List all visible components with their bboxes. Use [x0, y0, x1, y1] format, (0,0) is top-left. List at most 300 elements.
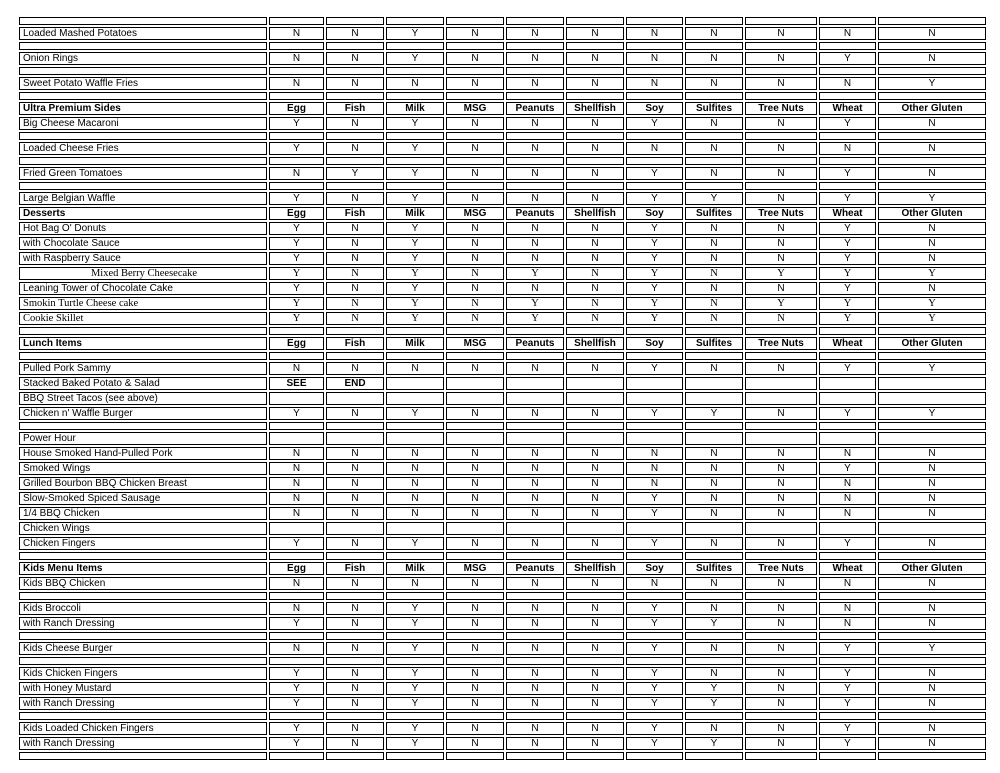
allergen-cell: Y	[626, 737, 683, 750]
allergen-cell	[386, 377, 444, 390]
allergen-cell: N	[446, 447, 504, 460]
allergen-cell	[506, 132, 564, 140]
allergen-cell: N	[566, 537, 624, 550]
table-row	[19, 507, 986, 520]
column-header: Shellfish	[566, 102, 624, 115]
allergen-cell	[446, 592, 504, 600]
allergen-cell: N	[566, 222, 624, 235]
allergen-cell	[446, 752, 504, 760]
allergen-cell: Y	[626, 697, 683, 710]
item-label	[19, 657, 267, 665]
allergen-cell: N	[685, 667, 743, 680]
allergen-cell	[878, 67, 986, 75]
allergen-cell	[566, 157, 624, 165]
allergen-cell: N	[446, 52, 504, 65]
allergen-cell: N	[878, 252, 986, 265]
allergen-cell: N	[566, 577, 624, 590]
allergen-cell	[446, 392, 504, 405]
allergen-cell	[626, 42, 683, 50]
allergen-cell: N	[566, 362, 624, 375]
allergen-cell	[685, 712, 743, 720]
allergen-cell	[745, 67, 817, 75]
table-row	[19, 617, 986, 630]
spacer-row	[19, 422, 986, 430]
allergen-cell	[506, 712, 564, 720]
allergen-cell: N	[745, 667, 817, 680]
item-label: Hot Bag O' Donuts	[19, 222, 267, 235]
allergen-cell: N	[446, 267, 504, 280]
allergen-cell: Y	[386, 682, 444, 695]
allergen-cell	[269, 17, 324, 25]
allergen-cell: N	[506, 462, 564, 475]
allergen-cell: N	[626, 477, 683, 490]
allergen-cell	[506, 422, 564, 430]
allergen-cell: N	[446, 617, 504, 630]
item-label: Kids Broccoli	[19, 602, 267, 615]
allergen-cell: Y	[626, 667, 683, 680]
allergen-cell: N	[819, 447, 876, 460]
allergen-cell: N	[269, 77, 324, 90]
allergen-cell	[819, 422, 876, 430]
allergen-cell	[566, 182, 624, 190]
allergen-cell	[566, 712, 624, 720]
table-row	[19, 77, 986, 90]
allergen-cell: N	[506, 52, 564, 65]
table-row	[19, 477, 986, 490]
column-header: Peanuts	[506, 562, 564, 575]
allergen-cell	[566, 657, 624, 665]
section-title: Desserts	[19, 207, 267, 220]
allergen-cell: N	[506, 697, 564, 710]
allergen-cell	[626, 352, 683, 360]
allergen-cell: Y	[626, 617, 683, 630]
item-label: Onion Rings	[19, 52, 267, 65]
allergen-cell: N	[745, 167, 817, 180]
allergen-cell	[386, 592, 444, 600]
allergen-cell	[269, 752, 324, 760]
allergen-cell: N	[446, 167, 504, 180]
spacer-row	[19, 17, 986, 25]
item-label: Kids BBQ Chicken	[19, 577, 267, 590]
allergen-cell: Y	[745, 267, 817, 280]
column-header: Sulfites	[685, 102, 743, 115]
allergen-cell	[446, 632, 504, 640]
allergen-cell: N	[506, 252, 564, 265]
allergen-cell	[878, 392, 986, 405]
allergen-cell: N	[685, 477, 743, 490]
allergen-cell	[566, 432, 624, 445]
allergen-cell: N	[446, 602, 504, 615]
allergen-cell: N	[685, 537, 743, 550]
spacer-row	[19, 712, 986, 720]
column-header: Soy	[626, 337, 683, 350]
allergen-cell	[326, 17, 384, 25]
allergen-cell	[446, 522, 504, 535]
item-label: Kids Loaded Chicken Fingers	[19, 722, 267, 735]
allergen-cell: N	[326, 252, 384, 265]
allergen-cell: Y	[386, 237, 444, 250]
allergen-cell	[446, 352, 504, 360]
allergen-cell: Y	[269, 682, 324, 695]
allergen-cell	[506, 42, 564, 50]
allergen-cell: N	[878, 537, 986, 550]
item-label: Power Hour	[19, 432, 267, 445]
allergen-cell: Y	[386, 252, 444, 265]
allergen-cell: N	[386, 362, 444, 375]
allergen-cell: N	[446, 362, 504, 375]
allergen-cell: Y	[626, 297, 683, 310]
item-label: Loaded Mashed Potatoes	[19, 27, 267, 40]
allergen-cell	[878, 752, 986, 760]
allergen-cell	[745, 182, 817, 190]
item-label: Cookie Skillet	[19, 312, 267, 325]
allergen-cell: N	[566, 252, 624, 265]
item-label	[19, 752, 267, 760]
allergen-table	[17, 15, 988, 762]
allergen-cell: N	[269, 447, 324, 460]
allergen-cell: N	[685, 252, 743, 265]
allergen-cell: Y	[626, 407, 683, 420]
allergen-cell	[326, 752, 384, 760]
allergen-cell	[878, 592, 986, 600]
allergen-cell: N	[878, 682, 986, 695]
allergen-cell: N	[269, 167, 324, 180]
allergen-cell	[819, 352, 876, 360]
allergen-cell: N	[566, 737, 624, 750]
allergen-cell: N	[326, 52, 384, 65]
allergen-cell: N	[566, 722, 624, 735]
allergen-cell: Y	[819, 667, 876, 680]
allergen-cell: Y	[819, 642, 876, 655]
spacer-row	[19, 67, 986, 75]
allergen-cell: Y	[878, 77, 986, 90]
allergen-cell	[626, 752, 683, 760]
column-header: MSG	[446, 562, 504, 575]
allergen-cell: N	[386, 447, 444, 460]
table-row	[19, 27, 986, 40]
column-header: Peanuts	[506, 102, 564, 115]
allergen-cell: N	[446, 77, 504, 90]
allergen-cell	[506, 377, 564, 390]
allergen-cell: N	[566, 492, 624, 505]
allergen-cell: Y	[269, 142, 324, 155]
item-label: Mixed Berry Cheesecake	[19, 267, 267, 280]
allergen-cell	[506, 522, 564, 535]
allergen-cell: N	[326, 477, 384, 490]
allergen-cell	[566, 632, 624, 640]
allergen-cell: N	[326, 362, 384, 375]
allergen-cell: N	[685, 577, 743, 590]
allergen-cell: N	[745, 282, 817, 295]
spacer-row	[19, 327, 986, 335]
allergen-cell	[819, 327, 876, 335]
allergen-cell	[506, 67, 564, 75]
column-header: Tree Nuts	[745, 207, 817, 220]
allergen-cell	[685, 432, 743, 445]
allergen-cell	[506, 92, 564, 100]
allergen-cell	[506, 327, 564, 335]
allergen-cell	[269, 67, 324, 75]
allergen-cell: N	[506, 642, 564, 655]
spacer-row	[19, 552, 986, 560]
allergen-cell	[446, 432, 504, 445]
allergen-cell: N	[506, 142, 564, 155]
allergen-cell	[626, 522, 683, 535]
allergen-cell: Y	[386, 722, 444, 735]
allergen-cell	[626, 592, 683, 600]
allergen-cell: N	[878, 697, 986, 710]
allergen-cell	[386, 92, 444, 100]
allergen-cell: N	[745, 722, 817, 735]
allergen-cell: N	[506, 77, 564, 90]
allergen-cell: Y	[386, 142, 444, 155]
allergen-cell	[685, 352, 743, 360]
allergen-cell	[506, 157, 564, 165]
allergen-cell: Y	[819, 312, 876, 325]
allergen-cell: N	[326, 697, 384, 710]
spacer-row	[19, 132, 986, 140]
allergen-cell: N	[878, 617, 986, 630]
allergen-cell: Y	[685, 697, 743, 710]
item-label: Fried Green Tomatoes	[19, 167, 267, 180]
allergen-cell: N	[745, 697, 817, 710]
allergen-cell: N	[269, 492, 324, 505]
allergen-cell: N	[446, 312, 504, 325]
table-row	[19, 642, 986, 655]
table-row	[19, 722, 986, 735]
allergen-cell	[745, 352, 817, 360]
column-header: Fish	[326, 102, 384, 115]
allergen-cell: N	[326, 617, 384, 630]
item-label: Kids Chicken Fingers	[19, 667, 267, 680]
allergen-cell: N	[326, 642, 384, 655]
allergen-cell: N	[685, 462, 743, 475]
allergen-cell	[566, 67, 624, 75]
allergen-cell: N	[326, 237, 384, 250]
column-header: MSG	[446, 102, 504, 115]
allergen-cell	[446, 67, 504, 75]
allergen-cell: N	[626, 577, 683, 590]
allergen-cell	[685, 657, 743, 665]
allergen-cell	[626, 432, 683, 445]
column-header: Soy	[626, 102, 683, 115]
allergen-cell	[878, 157, 986, 165]
allergen-cell: N	[878, 237, 986, 250]
column-header: Tree Nuts	[745, 562, 817, 575]
allergen-cell: N	[446, 537, 504, 550]
allergen-cell: N	[506, 237, 564, 250]
allergen-cell: N	[819, 477, 876, 490]
column-header: Other Gluten	[878, 207, 986, 220]
allergen-table-body	[19, 17, 986, 760]
allergen-cell: N	[745, 602, 817, 615]
allergen-cell	[685, 42, 743, 50]
column-header: Shellfish	[566, 562, 624, 575]
allergen-cell	[386, 632, 444, 640]
allergen-cell	[819, 132, 876, 140]
allergen-cell: N	[326, 602, 384, 615]
allergen-cell	[386, 157, 444, 165]
allergen-cell: Y	[506, 312, 564, 325]
allergen-cell	[685, 327, 743, 335]
allergen-cell	[626, 632, 683, 640]
allergen-cell	[685, 157, 743, 165]
allergen-cell: N	[326, 577, 384, 590]
column-header: Milk	[386, 337, 444, 350]
allergen-cell	[685, 17, 743, 25]
table-row	[19, 737, 986, 750]
allergen-cell: N	[745, 252, 817, 265]
allergen-cell: Y	[386, 537, 444, 550]
column-header: Peanuts	[506, 337, 564, 350]
column-header: Milk	[386, 207, 444, 220]
allergen-cell: Y	[819, 682, 876, 695]
allergen-cell: N	[685, 267, 743, 280]
allergen-cell: N	[446, 722, 504, 735]
allergen-cell: Y	[878, 267, 986, 280]
allergen-cell: N	[878, 477, 986, 490]
allergen-cell: END	[326, 377, 384, 390]
item-label: Chicken n' Waffle Burger	[19, 407, 267, 420]
allergen-cell	[506, 352, 564, 360]
allergen-cell: Y	[386, 407, 444, 420]
column-header: Sulfites	[685, 207, 743, 220]
allergen-cell: N	[685, 642, 743, 655]
allergen-cell	[685, 377, 743, 390]
allergen-cell: N	[745, 222, 817, 235]
allergen-cell	[819, 632, 876, 640]
table-row	[19, 237, 986, 250]
allergen-cell: Y	[386, 167, 444, 180]
allergen-cell	[878, 17, 986, 25]
allergen-cell	[326, 42, 384, 50]
allergen-cell: N	[819, 27, 876, 40]
allergen-cell	[878, 632, 986, 640]
allergen-cell: Y	[386, 667, 444, 680]
allergen-cell: N	[506, 722, 564, 735]
column-header: Fish	[326, 207, 384, 220]
item-label	[19, 327, 267, 335]
allergen-cell: N	[878, 492, 986, 505]
allergen-cell: N	[566, 462, 624, 475]
column-header: Egg	[269, 337, 324, 350]
column-header: Soy	[626, 207, 683, 220]
allergen-cell: N	[566, 27, 624, 40]
allergen-cell: N	[506, 492, 564, 505]
item-label: 1/4 BBQ Chicken	[19, 507, 267, 520]
column-header: MSG	[446, 337, 504, 350]
allergen-cell	[506, 752, 564, 760]
allergen-cell	[685, 522, 743, 535]
allergen-cell: Y	[386, 697, 444, 710]
allergen-cell: Y	[386, 267, 444, 280]
allergen-cell: N	[878, 447, 986, 460]
allergen-cell: N	[326, 407, 384, 420]
allergen-cell: Y	[878, 312, 986, 325]
allergen-cell: Y	[626, 492, 683, 505]
table-row	[19, 462, 986, 475]
allergen-cell	[626, 552, 683, 560]
allergen-cell: Y	[819, 117, 876, 130]
allergen-cell	[506, 432, 564, 445]
section-header-row	[19, 562, 986, 575]
allergen-cell	[626, 712, 683, 720]
table-row	[19, 142, 986, 155]
allergen-cell: N	[685, 447, 743, 460]
allergen-cell: N	[386, 577, 444, 590]
item-label: Chicken Wings	[19, 522, 267, 535]
allergen-cell	[326, 92, 384, 100]
allergen-cell: Y	[745, 297, 817, 310]
allergen-cell: Y	[819, 267, 876, 280]
allergen-cell: N	[446, 507, 504, 520]
allergen-cell	[269, 327, 324, 335]
allergen-cell: N	[745, 362, 817, 375]
table-row	[19, 312, 986, 325]
allergen-cell: Y	[819, 407, 876, 420]
spacer-row	[19, 592, 986, 600]
section-header-row	[19, 102, 986, 115]
allergen-cell: N	[566, 142, 624, 155]
allergen-cell	[326, 592, 384, 600]
allergen-cell: N	[326, 492, 384, 505]
allergen-cell: N	[819, 142, 876, 155]
column-header: Shellfish	[566, 337, 624, 350]
allergen-cell	[685, 592, 743, 600]
allergen-cell: N	[685, 222, 743, 235]
allergen-cell: N	[506, 577, 564, 590]
allergen-cell	[819, 552, 876, 560]
item-label	[19, 422, 267, 430]
allergen-cell: N	[326, 667, 384, 680]
allergen-cell: Y	[326, 167, 384, 180]
allergen-cell: N	[745, 192, 817, 205]
allergen-cell	[326, 67, 384, 75]
item-label: Loaded Cheese Fries	[19, 142, 267, 155]
allergen-cell: N	[446, 642, 504, 655]
allergen-cell: N	[566, 667, 624, 680]
allergen-cell: N	[566, 312, 624, 325]
allergen-cell	[745, 752, 817, 760]
allergen-cell	[878, 352, 986, 360]
allergen-cell: Y	[626, 117, 683, 130]
allergen-cell	[386, 67, 444, 75]
allergen-cell: N	[446, 667, 504, 680]
allergen-cell: N	[506, 407, 564, 420]
allergen-cell: N	[446, 27, 504, 40]
allergen-cell: N	[745, 237, 817, 250]
allergen-cell	[386, 182, 444, 190]
allergen-cell	[326, 182, 384, 190]
allergen-cell	[506, 392, 564, 405]
allergen-cell: N	[506, 507, 564, 520]
column-header: Other Gluten	[878, 337, 986, 350]
allergen-cell	[386, 712, 444, 720]
allergen-cell: N	[506, 222, 564, 235]
allergen-cell: N	[326, 447, 384, 460]
allergen-cell	[386, 752, 444, 760]
allergen-cell: N	[269, 602, 324, 615]
allergen-cell	[566, 42, 624, 50]
allergen-cell: Y	[878, 407, 986, 420]
item-label: with Raspberry Sauce	[19, 252, 267, 265]
spacer-row	[19, 42, 986, 50]
table-row	[19, 432, 986, 445]
column-header: Fish	[326, 562, 384, 575]
item-label: with Honey Mustard	[19, 682, 267, 695]
spacer-row	[19, 182, 986, 190]
allergen-cell	[819, 157, 876, 165]
